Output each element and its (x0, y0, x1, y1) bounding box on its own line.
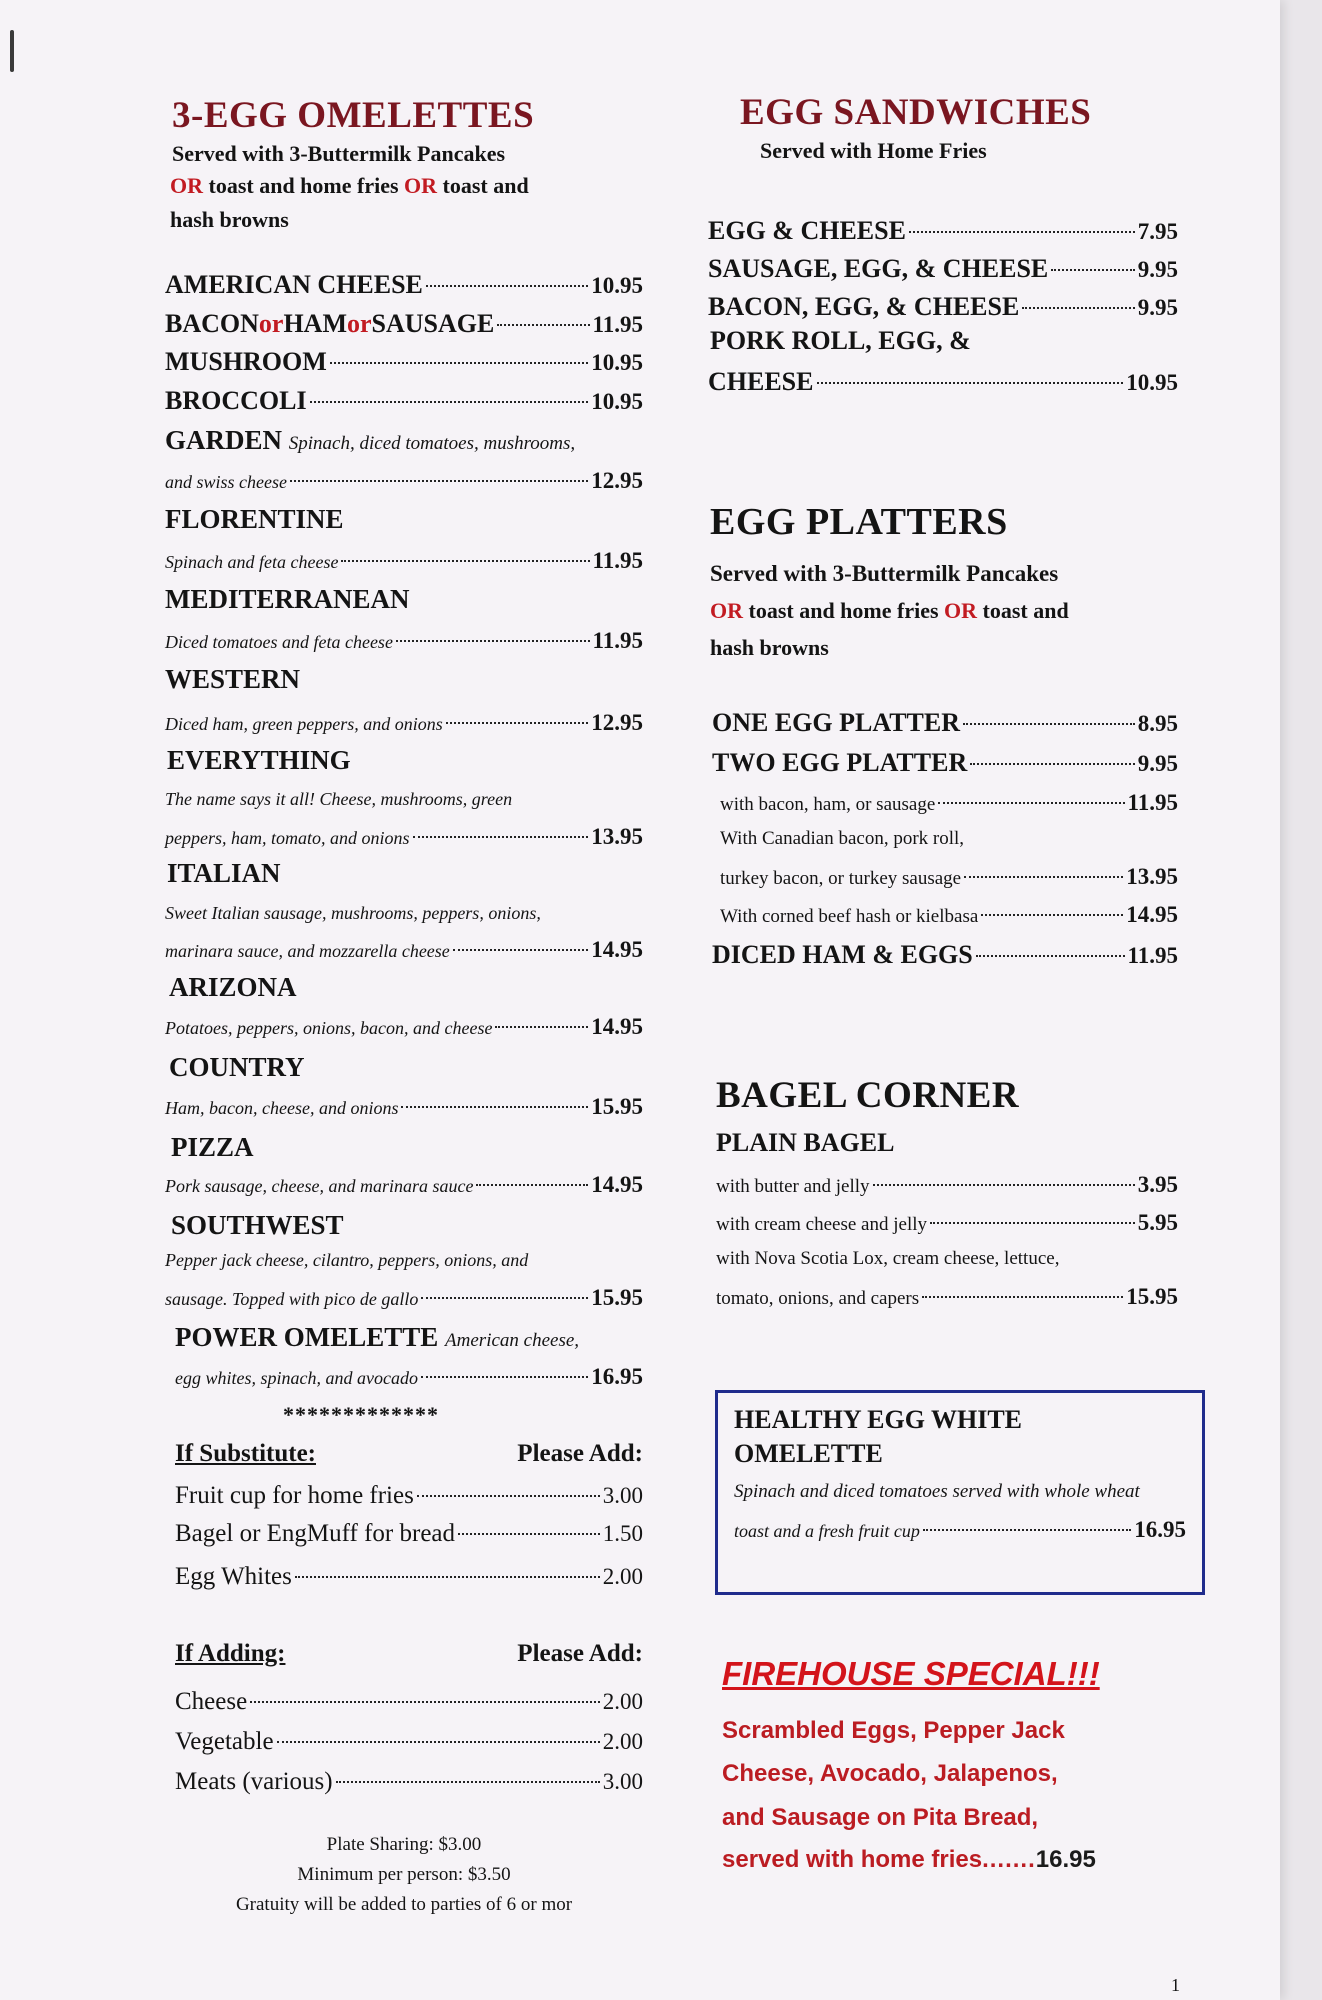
dot-leader (873, 1184, 1135, 1186)
omelettes-served-line-2 (170, 173, 529, 199)
platters-served-line-1: Served with 3-Buttermilk Pancakes (710, 561, 1059, 586)
substitute-item (175, 1482, 643, 1510)
firehouse-line-4 (722, 1846, 1096, 1874)
dot-leader (964, 876, 1123, 878)
item-price: 14.95 (1126, 902, 1178, 927)
gratuity-note: Gratuity will be added to parties of 6 or mor (235, 1894, 573, 1915)
menu-item (734, 1517, 1186, 1543)
item-desc: Diced tomatoes and feta cheese (165, 632, 393, 652)
dot-leader (396, 640, 590, 642)
item-price: 8.95 (1137, 711, 1178, 736)
menu-item (165, 1285, 643, 1311)
item-name: with cream cheese and jelly (716, 1214, 928, 1235)
menu-item (165, 937, 643, 963)
menu-item (720, 864, 1178, 890)
item-price: 3.00 (602, 1483, 643, 1508)
please-add-label: Please Add: (517, 1440, 643, 1467)
firehouse-text: served with home fries (722, 1846, 983, 1873)
substitute-item (175, 1520, 643, 1548)
menu-item (165, 710, 643, 736)
item-name-pork-roll: PORK ROLL, EGG, & (710, 326, 971, 355)
bagels-title: BAGEL CORNER (716, 1075, 1020, 1116)
item-price: 9.95 (1137, 257, 1178, 282)
dot-leader (277, 1741, 600, 1743)
dot-leader (970, 763, 1135, 765)
item-price: 11.95 (1127, 790, 1178, 815)
dot-leader (250, 1701, 600, 1703)
dot-leader (421, 1376, 588, 1378)
dot-leader (497, 324, 589, 326)
item-desc: sausage. Topped with pico de gallo (165, 1289, 419, 1309)
item-name-power-omelette: POWER OMELETTE American cheese, (175, 1322, 580, 1352)
item-price: 16.95 (1134, 1517, 1186, 1542)
item-desc: Ham, bacon, cheese, and onions (165, 1098, 399, 1118)
item-desc: Potatoes, peppers, onions, bacon, and cheese (165, 1018, 493, 1038)
item-price: 2.00 (602, 1729, 643, 1754)
item-name: Vegetable (175, 1728, 274, 1755)
item-price: 10.95 (591, 273, 643, 298)
divider-stars: ************* (283, 1402, 439, 1427)
item-desc: toast and a fresh fruit cup (734, 1521, 920, 1541)
item-desc: Diced ham, green peppers, and onions (165, 714, 443, 734)
dot-leader: ....... (982, 1846, 1036, 1873)
item-name: With Canadian bacon, pork roll, (720, 828, 965, 849)
item-price: 9.95 (1137, 751, 1178, 776)
or-word: OR (944, 598, 978, 623)
item-price: 11.95 (592, 548, 643, 573)
plain-bagel-label: PLAIN BAGEL (716, 1128, 895, 1157)
menu-item (712, 748, 1178, 778)
or-word: OR (710, 598, 743, 623)
item-price: 5.95 (1137, 1210, 1178, 1235)
dot-leader (930, 1222, 1135, 1224)
item-price: 1.50 (602, 1521, 643, 1546)
dot-leader (453, 949, 588, 951)
dot-leader (1022, 307, 1134, 309)
menu-item-desc (165, 1250, 643, 1271)
dot-leader (1051, 269, 1135, 271)
item-name: BACON, EGG, & CHEESE (708, 292, 1020, 321)
omelettes-served-line-1: Served with 3-Buttermilk Pancakes (172, 141, 506, 166)
item-name: tomato, onions, and capers (716, 1288, 920, 1309)
item-price: 14.95 (591, 1172, 643, 1197)
healthy-desc-line-1: Spinach and diced tomatoes served with whole wheat (734, 1481, 1140, 1502)
dot-leader (421, 1297, 588, 1299)
item-name-florentine: FLORENTINE (165, 504, 344, 534)
dot-leader (817, 382, 1124, 384)
item-desc: Sweet Italian sausage, mushrooms, peppers, onions, (165, 903, 541, 923)
dot-leader (341, 560, 589, 562)
item-name: CHEESE (708, 367, 814, 396)
item-name-everything: EVERYTHING (167, 745, 351, 775)
item-price: 2.00 (602, 1689, 643, 1714)
item-price: 3.00 (602, 1769, 643, 1794)
menu-item-desc (165, 789, 643, 810)
substitute-label: If Substitute: (175, 1440, 316, 1467)
item-price: 13.95 (1126, 864, 1178, 889)
item-name: with Nova Scotia Lox, cream cheese, lettuce, (716, 1248, 1060, 1269)
menu-item (175, 1364, 643, 1390)
platters-served-line-3: hash browns (710, 635, 829, 660)
item-name: Fruit cup for home fries (175, 1482, 414, 1509)
item-price: 10.95 (591, 350, 643, 375)
menu-item (165, 548, 643, 574)
substitute-item (175, 1563, 643, 1591)
menu-item (720, 790, 1178, 816)
menu-item (712, 708, 1178, 738)
healthy-title-line-2: OMELETTE (734, 1439, 883, 1468)
dot-leader (976, 955, 1125, 957)
served-text: toast and (437, 173, 529, 198)
item-price: 15.95 (1126, 1284, 1178, 1309)
adding-item (175, 1728, 643, 1756)
item-desc: peppers, ham, tomato, and onions (165, 828, 410, 848)
item-name: Cheese (175, 1688, 248, 1715)
item-price: 9.95 (1137, 295, 1178, 320)
firehouse-line-2: Cheese, Avocado, Jalapenos, (722, 1760, 1058, 1787)
served-text: toast and (977, 598, 1069, 623)
menu-item (708, 254, 1178, 284)
item-price: 10.95 (1126, 370, 1178, 395)
or-word: OR (404, 173, 438, 198)
menu-item (165, 347, 643, 377)
dot-leader (330, 362, 588, 364)
item-name-southwest: SOUTHWEST (171, 1210, 344, 1240)
dot-leader (963, 723, 1135, 725)
menu-item (165, 1094, 643, 1120)
dot-leader (336, 1781, 600, 1783)
menu-item (716, 1284, 1178, 1310)
menu-item (165, 628, 643, 654)
item-name: with butter and jelly (716, 1176, 870, 1197)
dot-leader (495, 1026, 588, 1028)
dot-leader (446, 722, 588, 724)
item-price: 14.95 (591, 1014, 643, 1039)
item-price: 11.95 (592, 628, 643, 653)
please-add-label: Please Add: (517, 1640, 643, 1667)
served-text: toast and home fries (203, 173, 405, 198)
page-number: 1 (1171, 1975, 1180, 1995)
item-desc: Spinach, diced tomatoes, mushrooms, (288, 433, 576, 454)
item-name: EGG & CHEESE (708, 216, 906, 245)
item-name: With corned beef hash or kielbasa (720, 906, 979, 927)
dot-leader (458, 1533, 600, 1535)
item-price: 7.95 (1137, 219, 1178, 244)
menu-item (165, 270, 643, 300)
menu-item-desc (165, 903, 643, 924)
item-name-garden: GARDEN Spinach, diced tomatoes, mushrooms, (165, 425, 576, 455)
item-desc: American cheese, (445, 1330, 580, 1351)
item-desc: Spinach and feta cheese (165, 552, 339, 572)
platters-served-line-2 (710, 598, 1069, 624)
omelettes-served-line-3: hash browns (170, 207, 289, 232)
item-name: TWO EGG PLATTER (712, 748, 968, 777)
item-name-mediterranean: MEDITERRANEAN (165, 584, 410, 614)
menu-item (165, 309, 643, 339)
item-name: Meats (various) (175, 1768, 333, 1795)
dot-leader (426, 285, 588, 287)
adding-item (175, 1688, 643, 1716)
or-word: OR (170, 173, 203, 198)
dot-leader (909, 231, 1135, 233)
menu-item (716, 1210, 1178, 1236)
item-name: DICED HAM & EGGS (712, 940, 973, 969)
item-name: BROCCOLI (165, 386, 307, 415)
menu-item-desc (716, 1248, 1178, 1270)
healthy-omelette-box (715, 1390, 1205, 1595)
omelettes-title: 3-EGG OMELETTES (172, 95, 535, 136)
menu-item (165, 1014, 643, 1040)
firehouse-line-3: and Sausage on Pita Bread, (722, 1804, 1039, 1831)
item-desc: marinara sauce, and mozzarella cheese (165, 941, 450, 961)
menu-item (165, 824, 643, 850)
item-name-pizza: PIZZA (171, 1132, 254, 1162)
menu-item (708, 367, 1178, 397)
menu-item (712, 940, 1178, 970)
item-price: 12.95 (591, 710, 643, 735)
item-name: turkey bacon, or turkey sausage (720, 868, 962, 889)
menu-item (165, 468, 643, 494)
item-name-western: WESTERN (165, 664, 301, 694)
dot-leader (401, 1106, 588, 1108)
item-name: Egg Whites (175, 1563, 292, 1590)
dot-leader (310, 401, 589, 403)
dot-leader (922, 1296, 1123, 1298)
dot-leader (295, 1576, 600, 1578)
item-name: MUSHROOM (165, 347, 327, 376)
platters-title: EGG PLATTERS (710, 501, 1008, 543)
served-text: toast and home fries (743, 598, 945, 623)
item-desc: Pepper jack cheese, cilantro, peppers, onions, and (165, 1250, 529, 1270)
item-price: 11.95 (1127, 943, 1178, 968)
item-name: Bagel or EngMuff for bread (175, 1520, 456, 1547)
item-name: ONE EGG PLATTER (712, 708, 961, 737)
menu-item (165, 1172, 643, 1198)
firehouse-line-1: Scrambled Eggs, Pepper Jack (722, 1717, 1065, 1744)
menu-item (708, 216, 1178, 246)
item-price: 15.95 (591, 1285, 643, 1310)
item-name-country: COUNTRY (169, 1052, 305, 1082)
adding-header (175, 1640, 643, 1668)
dot-leader (476, 1184, 588, 1186)
dot-leader (417, 1495, 600, 1497)
item-name: AMERICAN CHEESE (165, 270, 423, 299)
item-price: 13.95 (591, 824, 643, 849)
dot-leader (981, 914, 1123, 916)
menu-item (708, 292, 1178, 322)
item-desc: and swiss cheese (165, 472, 287, 492)
substitute-header (175, 1440, 643, 1468)
dot-leader (938, 802, 1124, 804)
item-name-arizona: ARIZONA (169, 972, 297, 1002)
item-price: 14.95 (591, 937, 643, 962)
item-price: 2.00 (602, 1564, 643, 1589)
menu-item-desc (720, 828, 1178, 850)
plate-sharing-note: Plate Sharing: $3.00 (326, 1834, 482, 1855)
item-price: 12.95 (591, 468, 643, 493)
sandwiches-subtitle: Served with Home Fries (760, 138, 987, 163)
item-name: with bacon, ham, or sausage (720, 794, 936, 815)
item-price: 10.95 (591, 389, 643, 414)
menu-item (716, 1172, 1178, 1198)
healthy-title-line-1: HEALTHY EGG WHITE (734, 1405, 1023, 1434)
menu-item (165, 386, 643, 416)
item-price: 16.95 (591, 1364, 643, 1389)
page-edge-mark (10, 30, 14, 72)
dot-leader (413, 836, 589, 838)
menu-item (720, 902, 1178, 928)
item-price: 11.95 (592, 312, 643, 337)
item-price: 3.95 (1137, 1172, 1178, 1197)
adding-label: If Adding: (175, 1640, 286, 1667)
item-desc: Pork sausage, cheese, and marinara sauce (165, 1176, 474, 1196)
adding-item (175, 1768, 643, 1796)
item-desc: The name says it all! Cheese, mushrooms, green (165, 789, 513, 809)
item-price: 15.95 (591, 1094, 643, 1119)
item-desc: egg whites, spinach, and avocado (175, 1368, 418, 1388)
minimum-note: Minimum per person: $3.50 (297, 1864, 511, 1885)
dot-leader (923, 1529, 1131, 1531)
item-name: SAUSAGE, EGG, & CHEESE (708, 254, 1049, 283)
sandwiches-title: EGG SANDWICHES (740, 92, 1092, 133)
item-price: 16.95 (1035, 1846, 1096, 1873)
item-name-italian: ITALIAN (167, 858, 281, 888)
firehouse-special-title: FIREHOUSE SPECIAL!!! (722, 1655, 1100, 1692)
item-name: BACONorHAMorSAUSAGE (165, 309, 495, 338)
dot-leader (290, 480, 588, 482)
